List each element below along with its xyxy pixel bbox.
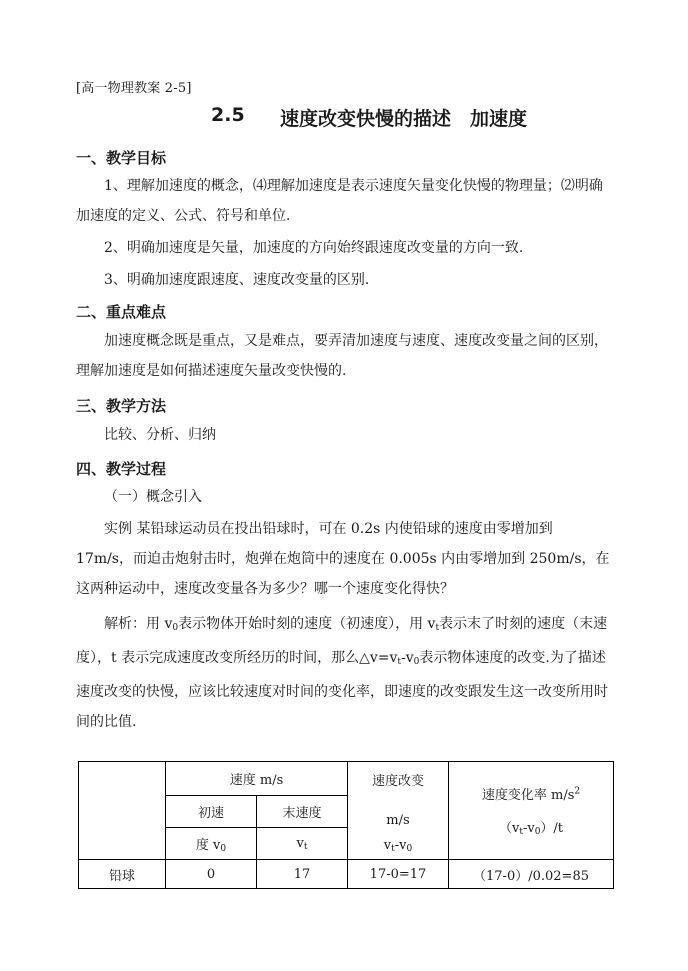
row-name: 铅球 — [79, 860, 166, 889]
rate-header-cell — [449, 762, 614, 860]
heading-teaching-process: 四、教学过程 — [76, 460, 167, 478]
rate-formula — [449, 817, 613, 837]
speed-header: 速度 m/s — [166, 762, 348, 796]
rate-formula-close: ）/t — [540, 821, 564, 836]
heading-teaching-goals: 一、教学目标 — [76, 149, 167, 167]
change-formula-sub-t: t — [391, 844, 395, 854]
final-symbol-sub: t — [303, 841, 308, 852]
key-difficulties-text: 加速度概念既是重点，又是难点，要弄清加速度与速度、速度改变量之间的区别，理解加速度是如何描述速度矢量改变快慢的. — [76, 333, 608, 379]
rate-formula-open: （v — [498, 821, 520, 836]
row-final: 17 — [257, 860, 348, 889]
initial-speed-symbol — [166, 828, 257, 860]
title-text: 速度改变快慢的描述 加速度 — [280, 108, 528, 130]
initial-symbol-text: 度 v — [195, 837, 221, 853]
table-row — [79, 860, 614, 889]
goal-3: 3、明确加速度跟速度、速度改变量的区别. — [104, 272, 370, 288]
final-symbol-text: v — [296, 835, 304, 851]
rate-formula-sub-t: t — [519, 827, 523, 837]
row-change: 17-0=17 — [348, 860, 449, 889]
rate-header — [449, 784, 613, 803]
analysis-sub-3: t — [397, 657, 402, 667]
analysis-part-1: 解析：用 v — [104, 616, 173, 632]
row-initial: 0 — [166, 860, 257, 889]
change-formula-part: v — [383, 838, 392, 853]
document-tag: [高一物理教案 2-5] — [76, 81, 192, 96]
change-unit: m/s — [386, 813, 410, 828]
subheading-concept-intro: （一）概念引入 — [104, 489, 202, 505]
analysis-part-5: 表示物体速度的改变.为了描述速度改变的快慢，应该比较速度对时间的变化率，即速度的改变跟发生这一改变所用时间的比值. — [76, 650, 608, 730]
initial-symbol-sub: 0 — [220, 843, 227, 854]
teaching-method-text: 比较、分析、归纳 — [104, 427, 216, 443]
initial-speed-label: 初速 — [166, 796, 257, 828]
change-formula-sub-0: 0 — [406, 844, 413, 854]
final-speed-label: 末速度 — [257, 796, 348, 828]
analysis-paragraph — [76, 609, 612, 737]
analysis-part-2: 表示物体开始时刻的速度（初速度），用 v — [178, 616, 436, 632]
change-formula-minus: -v — [394, 838, 407, 853]
goal-1: 1、理解加速度的概念，⑷理解加速度是表示速度矢量变化快慢的物理量；⑵明确加速度的定义、公式、符号和单位. — [76, 178, 603, 224]
rate-header-sup: 2 — [574, 786, 581, 797]
analysis-sub-4: 0 — [413, 657, 420, 667]
change-formula — [348, 838, 448, 854]
analysis-sub-2: t — [435, 623, 440, 633]
velocity-table — [78, 761, 614, 889]
table-corner-cell — [79, 762, 166, 860]
row-rate: （17-0）/0.02=85 — [449, 860, 614, 889]
analysis-part-4: -v — [401, 650, 414, 666]
example-paragraph: 实例 某铅球运动员在投出铅球时，可在 0.2s 内使铅球的速度由零增加到 17m/s，而迫击炮射击时，炮弹在炮筒中的速度在 0.005s 内由零增加到 250m/s，在这两种运动中，速度改变量各为多少？哪一个速度变化得快？ — [76, 521, 610, 597]
section-number: 2.5 — [211, 104, 245, 126]
rate-header-text: 速度变化率 m/s — [481, 788, 575, 803]
rate-formula-minus: -v — [522, 821, 535, 836]
goal-2: 2、明确加速度是矢量，加速度的方向始终跟速度改变量的方向一致. — [104, 240, 524, 256]
final-speed-symbol — [257, 828, 348, 860]
change-header-cell — [348, 762, 449, 860]
change-header: 速度改变 — [371, 774, 424, 789]
rate-formula-sub-0: 0 — [534, 827, 541, 837]
heading-teaching-method: 三、教学方法 — [76, 397, 167, 415]
analysis-sub-1: 0 — [172, 623, 179, 633]
heading-key-difficulties: 二、重点难点 — [76, 303, 167, 321]
analysis-part-3: 表示末了时刻的速度（末速度），t 表示完成速度改变所经历的时间，那么△v=v — [76, 616, 608, 666]
